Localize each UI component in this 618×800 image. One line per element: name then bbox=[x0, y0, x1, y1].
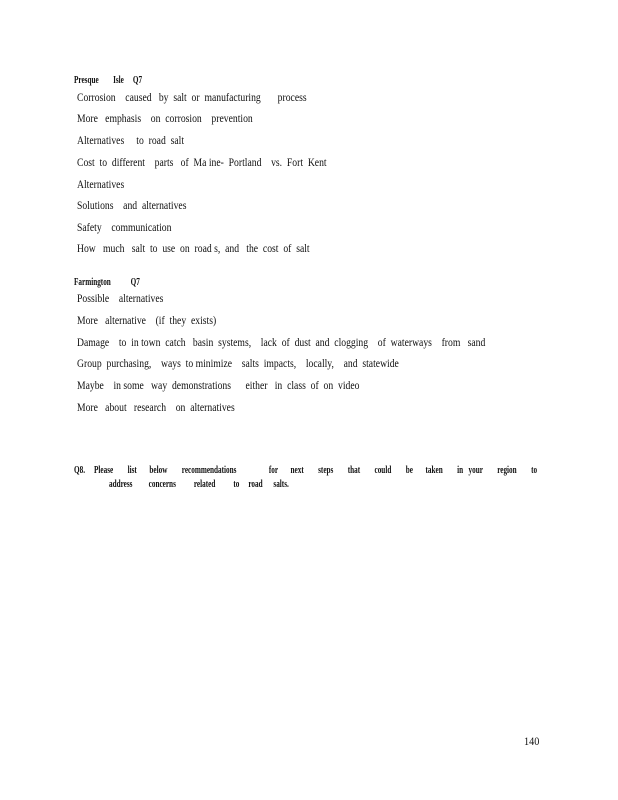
list-item: More emphasis on corrosion prevention bbox=[77, 113, 253, 125]
list-item: Corrosion caused by salt or manufacturing process bbox=[77, 92, 307, 104]
list-item: How much salt to use on road s, and the cost of salt bbox=[77, 243, 310, 255]
question-text-line: address concerns related to road salts. bbox=[109, 479, 289, 490]
list-item: Alternatives bbox=[77, 179, 125, 191]
list-item: Damage to in town catch basin systems, lack of dust and clogging of waterways from sand bbox=[77, 337, 486, 349]
list-item: Cost to different parts of Ma ine- Portland vs. Fort Kent bbox=[77, 157, 327, 169]
page-number: 140 bbox=[524, 734, 540, 748]
list-item: Group purchasing, ways to minimize salts impacts, locally, and statewide bbox=[77, 358, 399, 370]
list-item: Possible alternatives bbox=[77, 293, 164, 305]
list-item: Solutions and alternatives bbox=[77, 200, 187, 212]
section-heading-farmington: Farmington Q7 bbox=[74, 277, 140, 288]
list-item: More about research on alternatives bbox=[77, 402, 235, 414]
list-item: Safety communication bbox=[77, 222, 172, 234]
question-number: Q8. bbox=[74, 465, 86, 476]
list-item: More alternative (if they exists) bbox=[77, 315, 217, 327]
section-heading-presque-isle: Presque Isle Q7 bbox=[74, 75, 143, 86]
question-text-line: Please list below recommendations for next steps that could be taken in your region to bbox=[94, 465, 538, 476]
list-item: Alternatives to road salt bbox=[77, 135, 185, 147]
list-item: Maybe in some way demonstrations either in class of on video bbox=[77, 380, 360, 392]
